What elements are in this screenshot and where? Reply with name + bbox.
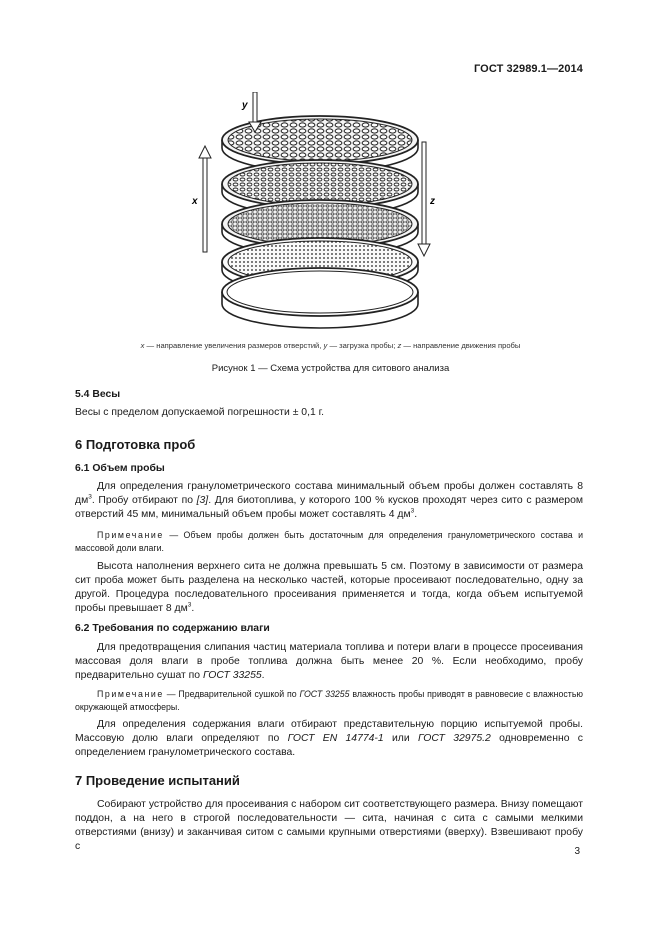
- note-text: — Предварительной сушкой по: [163, 689, 300, 699]
- figure-caption: Рисунок 1 — Схема устройства для ситового анализа: [211, 363, 450, 374]
- section-7-para-1: [75, 798, 583, 854]
- p-text: .: [414, 509, 418, 520]
- increase-arrow-x: [199, 146, 211, 252]
- section-6-1-para-1: [75, 480, 583, 522]
- figure-legend: [0, 341, 661, 350]
- section-5-4-text: [75, 406, 583, 420]
- section-6-1-para-2: [75, 560, 583, 616]
- p-text: Собирают устройство для просеивания с набором сит соответствующего размера. Внизу помещают поддон, а на него в строгой последовательности — сита, начиная с сита с самыми мелкими отверстиями (внизу) и заканчивая ситом с самыми крупными отверстиями (вверху). Взвешивают пробу с: [75, 799, 583, 852]
- label-y: y: [242, 100, 248, 111]
- section-6-1-note: [75, 529, 583, 554]
- note-label: Примечание: [97, 530, 164, 540]
- p-text: Высота наполнения верхнего сита не должна превышать 5 см. Поэтому в зависимости от размера сит проба может быть разделена на несколько частей, которые просеивают последовательно, одну за другой. Процедура последовательного просеивания применяется и тогда, когда объем испытуемой пробы превышает 8 дм: [75, 561, 583, 614]
- reference-link[interactable]: [3]: [196, 495, 209, 506]
- page-number: 3: [574, 846, 580, 857]
- note-label: Примечание: [97, 689, 164, 699]
- legend-x-text: — направление увеличения размеров отверстий,: [144, 341, 324, 350]
- p-text: . Пробу отбирают по: [91, 495, 197, 506]
- section-6-2-para-2: [75, 718, 583, 760]
- section-6-2-title: 6.2 Требования по содержанию влаги: [75, 623, 270, 634]
- reference-link[interactable]: ГОСТ 32975.2: [417, 733, 491, 744]
- superscript: 3: [187, 601, 192, 609]
- reference-link[interactable]: ГОСТ 33255: [299, 689, 350, 699]
- p-text: Для определения содержания влаги отбирают представительную порцию испытуемой пробы. Массовую долю влаги определяют по: [75, 719, 583, 744]
- sieve-stack-diagram: [190, 92, 450, 332]
- section-5-4-title: 5.4 Весы: [75, 389, 121, 400]
- section-6-2-para-1: [75, 641, 583, 683]
- p-text: одновременно с определением гранулометрического состава.: [75, 733, 583, 758]
- legend-y-symbol: y: [323, 341, 328, 350]
- p-text: или: [383, 733, 418, 744]
- section-7-title: 7 Проведение испытаний: [75, 773, 240, 788]
- note-text: влажность пробы приводят в равновесие с влажностью окружающей атмосферы.: [75, 689, 584, 712]
- movement-arrow-z: [418, 142, 430, 256]
- standard-code-header: ГОСТ 32989.1—2014: [473, 63, 583, 75]
- reference-link[interactable]: ГОСТ 33255: [202, 670, 262, 681]
- p-text: . Для биотоплива, у которого 100 % кусков проходят через сито с размером отверстий 45 мм, минимальный объем пробы может составлять 4 дм: [75, 495, 583, 520]
- note-text: — Объем пробы должен быть достаточным для определения гранулометрического состава и массовой доли влаги.: [75, 530, 583, 553]
- scales-text: Весы с пределом допускаемой погрешности ± 0,1 г.: [75, 407, 325, 418]
- legend-z-symbol: z: [397, 341, 402, 350]
- legend-x-symbol: x: [140, 341, 145, 350]
- reference-link[interactable]: ГОСТ EN 14774-1: [287, 733, 384, 744]
- p-text: Для определения гранулометрического состава минимальный объем пробы должен составлять 8 дм: [75, 481, 583, 506]
- label-x: x: [192, 196, 198, 207]
- section-6-1-title: 6.1 Объем пробы: [75, 463, 165, 474]
- p-text: .: [261, 670, 265, 681]
- legend-z-text: — направление движения пробы: [401, 341, 521, 350]
- label-z: z: [430, 196, 435, 207]
- section-6-2-note: [75, 688, 583, 713]
- legend-y-text: — загрузка пробы;: [327, 341, 398, 350]
- p-text: Для предотвращения слипания частиц материала топлива и потери влаги в процессе просеивания массовая доля влаги в пробе топлива должна быть менее 20 %. Если необходимо, пробу предварительно сушат по: [75, 642, 583, 681]
- superscript: 3: [88, 493, 92, 501]
- section-6-title: 6 Подготовка проб: [75, 437, 196, 452]
- superscript: 3: [410, 507, 415, 515]
- bottom-pan: [222, 268, 418, 328]
- p-text: .: [191, 603, 195, 614]
